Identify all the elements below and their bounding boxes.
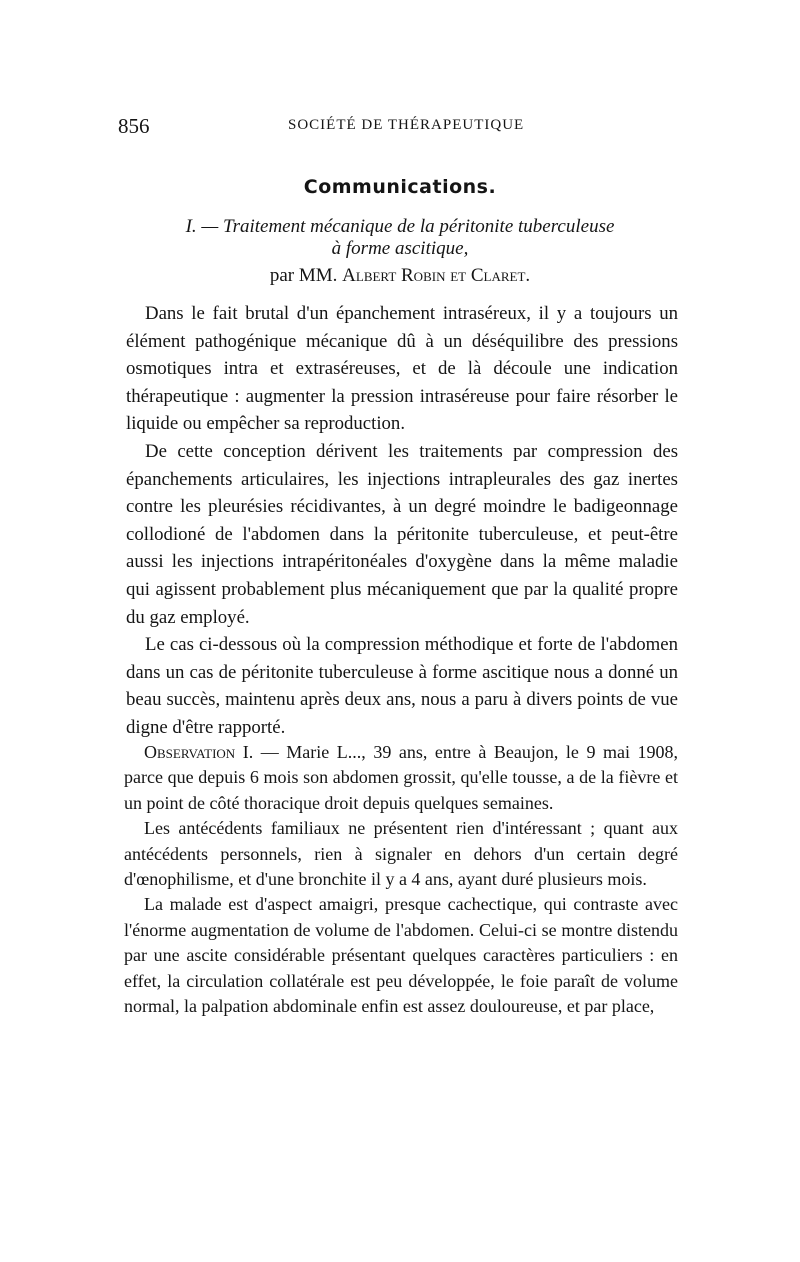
byline-prefix: par MM.: [269, 265, 343, 286]
paragraph: Le cas ci-dessous où la compression méthodique et forte de l'abdomen dans un cas de péritonite tuberculeuse à forme ascitique nous a donné un beau succès, maintenu après deux ans, nous a paru à divers points de vue digne d'être rapporté.: [126, 634, 678, 738]
article-title-line-1: [0, 216, 800, 238]
paragraph: De cette conception dérivent les traitements par compression des épanchements articulaires, les injections intrapleurales des gaz inertes contre les pleurésies récidivantes, à un degré moindre le badigeonnage collodioné de l'abdomen dans la péritonite tuberculeuse, et peut-être aussi les injections intrapéritonéales d'oxygène dans la même maladie qui agissent probablement plus mécaniquement que par la qualité propre du gaz employé.: [126, 440, 678, 628]
byline-authors: Albert Robin et Claret.: [342, 265, 531, 286]
observation-text: — Marie L..., 39 ans, entre à Beaujon, le 9 mai 1908, parce que depuis 6 mois son abdomen grossit, qu'elle tousse, a de la fièvre et un point de côté thoracique droit depuis quelques semaines.: [124, 742, 679, 813]
running-title: SOCIÉTÉ DE THÉRAPEUTIQUE: [288, 117, 525, 133]
article-title-text-1: I. — Traitement mécanique de la péritonite tuberculeuse: [185, 216, 615, 237]
paragraph: Dans le fait brutal d'un épanchement intraséreux, il y a toujours un élément pathogénique mécanique dû à un déséquilibre des pressions osmotiques intra et extraséreuses, et de là découle une indication thérapeutique : augmenter la pression intraséreuse pour faire résorber le liquide ou empêcher sa reproduction.: [126, 303, 678, 435]
observation-paragraph: [124, 740, 678, 816]
section-heading: Communications.: [303, 176, 497, 198]
observation-paragraph: La malade est d'aspect amaigri, presque cachectique, qui contraste avec l'énorme augmentation de volume de l'abdomen. Celui-ci se montre distendu par une ascite considérable présentant quelques caractères particuliers : en effet, la circulation collatérale est peu développée, le foie paraît de volume normal, la palpation abdominale enfin est assez douloureuse, et par place,: [124, 894, 678, 1017]
observation-section: [124, 740, 678, 1019]
article-body: [126, 300, 678, 742]
article-byline: [0, 265, 800, 287]
observation-paragraph: Les antécédents familiaux ne présentent rien d'intéressant ; quant aux antécédents personnels, rien à signaler en dehors d'un certain degré d'œnophilisme, et d'une bronchite il y a 4 ans, ayant duré plusieurs mois.: [124, 818, 678, 890]
observation-label: Observation I.: [144, 742, 254, 762]
article-title-text-2: à forme ascitique,: [331, 238, 469, 259]
running-head: [118, 114, 684, 138]
page-number: 856: [118, 114, 150, 138]
article-title-line-2: [0, 238, 800, 260]
